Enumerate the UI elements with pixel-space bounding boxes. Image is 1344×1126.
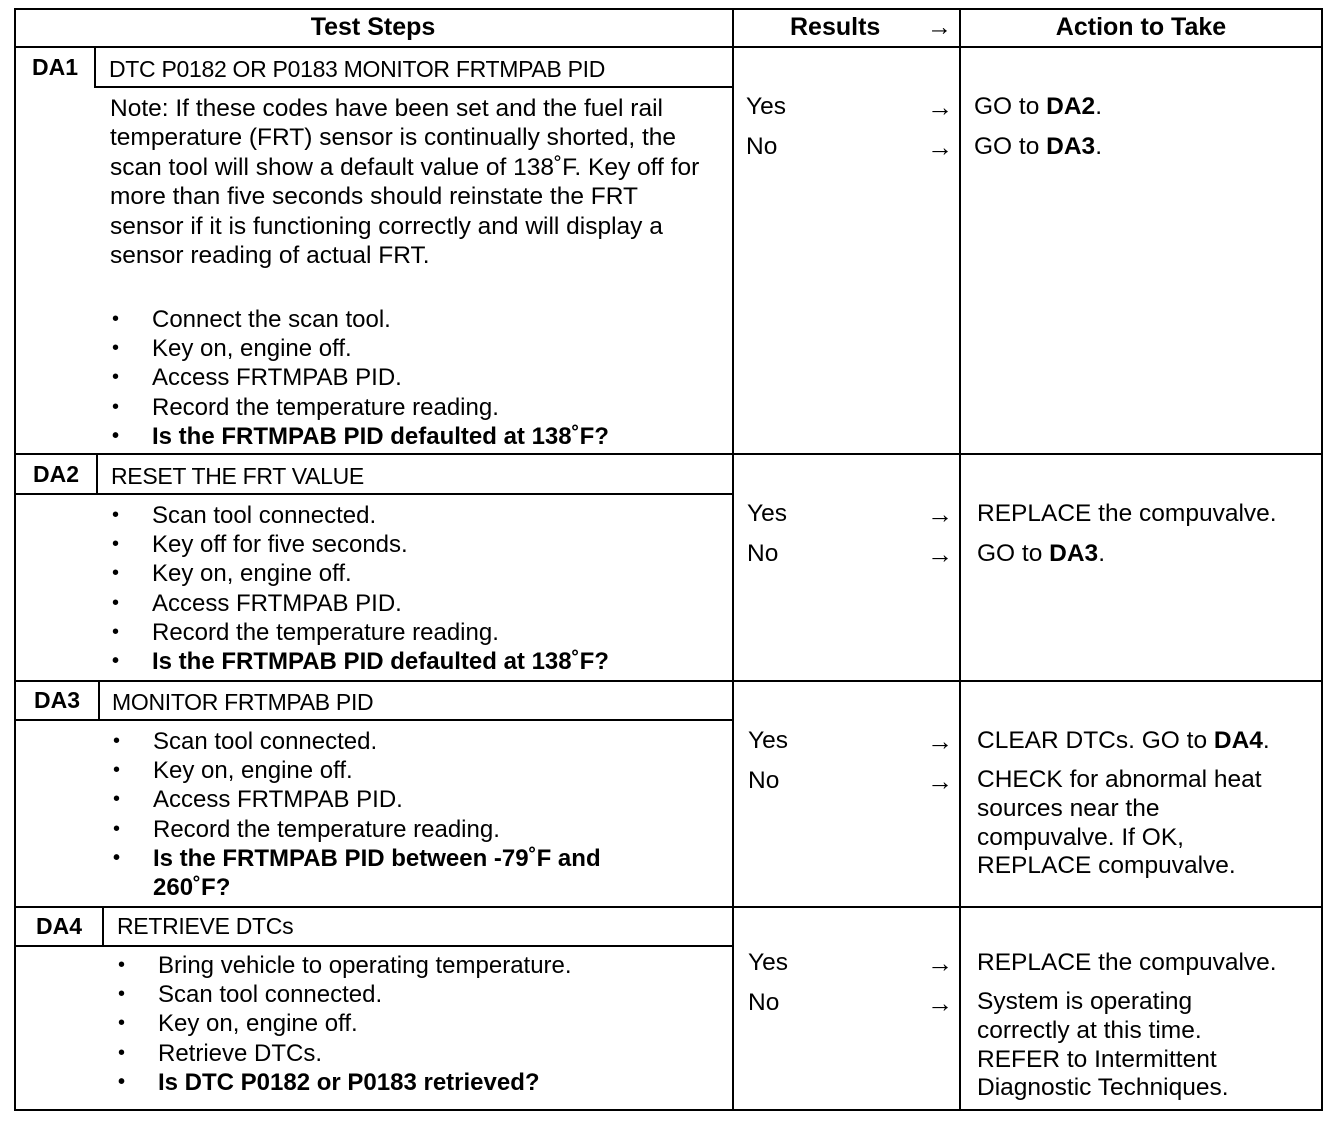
action-text: System is operating correctly at this time. REFER to Intermittent Diagnostic Techniques. [977, 988, 1229, 1102]
step-title-border [14, 719, 732, 721]
step-list [110, 305, 609, 451]
yes-action [974, 93, 1304, 122]
result-arrow: → [927, 988, 953, 1018]
result-yes: Yes [748, 949, 788, 976]
step-question: • Is the FRTMPAB PID defaulted at 138˚F? [110, 422, 609, 451]
code-divider [98, 680, 100, 721]
action-text: GO to [974, 93, 1040, 120]
no-action [977, 540, 1307, 569]
no-action [974, 133, 1304, 162]
row-separator [14, 453, 1323, 455]
step-item: • Key on, engine off. [110, 559, 609, 588]
step-note: Note: If these codes have been set and the fuel rail temperature (FRT) sensor is continually shorted, the scan tool will show a default value of 138˚F. Key off for more than five seconds should reinstate the FRT sensor if it is functioning correctly and will display a sensor reading of actual FRT. [110, 95, 700, 270]
action-text: GO to [977, 540, 1043, 567]
step-title: RETRIEVE DTCs [117, 913, 294, 939]
action-tail: . [1095, 133, 1102, 160]
no-action [977, 988, 1277, 1103]
result-no: No [746, 133, 778, 160]
action-ref: DA2 [1046, 93, 1096, 120]
step-code: DA2 [32, 460, 79, 487]
code-divider [102, 906, 104, 947]
step-list [110, 501, 609, 676]
result-yes: Yes [746, 93, 786, 120]
code-divider [94, 46, 96, 88]
step-item: • Connect the scan tool. [110, 305, 609, 334]
action-text: GO to [974, 133, 1040, 160]
header-action: Action to Take [1055, 12, 1227, 41]
action-text: CHECK for abnormal heat sources near the compuvalve. If OK, REPLACE compuvalve. [977, 766, 1262, 880]
result-yes: Yes [748, 727, 788, 754]
result-arrow: → [927, 499, 953, 529]
step-list [111, 727, 623, 902]
yes-action [977, 500, 1307, 529]
result-arrow: → [927, 766, 953, 796]
action-tail: . [1098, 540, 1105, 567]
result-arrow: → [927, 948, 953, 978]
step-item: • Scan tool connected. [111, 727, 623, 756]
step-item: • Key on, engine off. [116, 1009, 572, 1038]
action-text: REPLACE the compuvalve. [977, 500, 1277, 527]
step-title: RESET THE FRT VALUE [111, 463, 364, 489]
step-item: • Record the temperature reading. [110, 393, 609, 422]
step-question: • Is the FRTMPAB PID defaulted at 138˚F? [110, 647, 609, 676]
step-item: • Access FRTMPAB PID. [110, 589, 609, 618]
result-arrow: → [927, 539, 953, 569]
step-list [116, 951, 572, 1097]
action-text: CLEAR DTCs. GO to [977, 727, 1208, 754]
step-item: • Record the temperature reading. [110, 618, 609, 647]
result-arrow: → [927, 132, 953, 162]
diagnostic-table [14, 8, 1323, 1111]
header-results: Results [790, 12, 881, 41]
step-code: DA1 [31, 53, 78, 80]
action-tail: . [1262, 727, 1270, 754]
step-title-border [14, 945, 732, 947]
step-title: DTC P0182 OR P0183 MONITOR FRTMPAB PID [109, 56, 606, 82]
step-question: • Is the FRTMPAB PID between -79˚F and 260˚F? [111, 844, 623, 902]
step-title: MONITOR FRTMPAB PID [112, 689, 374, 715]
result-arrow: → [927, 726, 953, 756]
step-item: • Record the temperature reading. [111, 815, 623, 844]
step-title-border [94, 86, 732, 88]
step-item: • Key on, engine off. [111, 756, 623, 785]
result-arrow: → [927, 92, 953, 122]
no-action [977, 766, 1297, 881]
step-code: DA3 [33, 687, 80, 713]
step-item: • Scan tool connected. [110, 501, 609, 530]
header-bottom-border [14, 46, 1323, 48]
header-results-arrow: → [927, 12, 952, 41]
result-no: No [748, 989, 780, 1016]
action-tail: . [1095, 93, 1102, 120]
step-item: • Key off for five seconds. [110, 530, 609, 559]
results-action-divider [959, 8, 961, 1111]
yes-action [977, 727, 1307, 756]
table-bottom-border [14, 1109, 1323, 1111]
header-test-steps: Test Steps [310, 12, 436, 41]
step-title-border [14, 493, 732, 495]
step-item: • Retrieve DTCs. [116, 1039, 572, 1068]
result-yes: Yes [747, 500, 787, 527]
action-ref: DA3 [1049, 540, 1099, 567]
step-question: • Is DTC P0182 or P0183 retrieved? [116, 1068, 572, 1097]
step-item: • Access FRTMPAB PID. [110, 363, 609, 392]
code-divider [96, 453, 98, 495]
result-no: No [748, 767, 780, 794]
action-text: REPLACE the compuvalve. [977, 949, 1277, 976]
step-code: DA4 [35, 913, 82, 939]
yes-action [977, 949, 1307, 978]
step-item: • Bring vehicle to operating temperature. [116, 951, 572, 980]
action-ref: DA3 [1046, 133, 1096, 160]
step-item: • Key on, engine off. [110, 334, 609, 363]
action-ref: DA4 [1213, 727, 1263, 754]
step-item: • Scan tool connected. [116, 980, 572, 1009]
row-separator [14, 680, 1323, 682]
row-separator [14, 906, 1323, 908]
step-item: • Access FRTMPAB PID. [111, 785, 623, 814]
result-no: No [747, 540, 779, 567]
table-right-border [1321, 8, 1323, 1111]
steps-results-divider [732, 8, 734, 1111]
